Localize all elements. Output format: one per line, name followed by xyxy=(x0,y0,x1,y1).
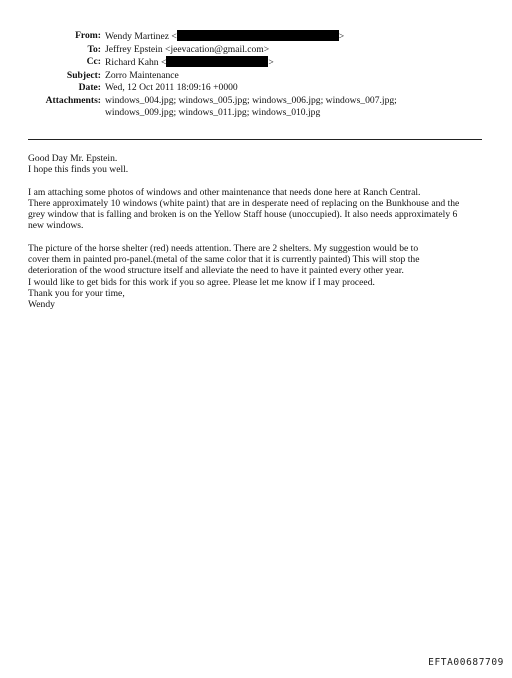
document-id: EFTA00687709 xyxy=(428,657,504,668)
cc-label: Cc: xyxy=(86,56,101,67)
from-value xyxy=(105,30,344,44)
paragraph-windows: I am attaching some photos of windows and other maintenance that needs done here at Ranch Central. There approximately 10 windows (white paint) that are in desperate need of replacing on the Bunkhouse and the grey window that is falling and broken is on the Yellow Staff house (unoccupied). It also needs approximately 6 new windows. xyxy=(28,186,460,232)
email-body xyxy=(28,153,488,322)
attachments-value xyxy=(105,95,397,120)
from-label: From: xyxy=(75,30,101,41)
attachments-label: Attachments: xyxy=(45,94,101,106)
cc-tail: > xyxy=(268,57,274,68)
redaction-bar xyxy=(166,56,268,67)
cc-name: Richard Kahn < xyxy=(105,57,167,68)
cc-row xyxy=(0,56,512,70)
to-value: Jeffrey Epstein <jeevacation@gmail.com> xyxy=(105,43,270,55)
subject-value: Zorro Maintenance xyxy=(105,69,179,81)
attachments-line-2: windows_009.jpg; windows_011.jpg; windows_010.jpg xyxy=(105,107,321,118)
paragraph-horse-shelter: The picture of the horse shelter (red) needs attention. There are 2 shelters. My suggestion would be to cover them in painted pro-panel.(metal of the same color that it is currently painted) This will stop the deterioration of the wood structure itself and alleviate the need to have it painted every other year. I would like to get bids for this work if you so agree. Please let me know if I may proceed. Thank you for your time, Wendy xyxy=(28,242,420,311)
cc-value xyxy=(105,56,274,70)
from-row xyxy=(0,30,512,44)
from-tail: > xyxy=(338,31,345,42)
to-label: To: xyxy=(87,43,101,55)
header-divider xyxy=(28,139,482,140)
attachments-line-1: windows_004.jpg; windows_005.jpg; windows_006.jpg; windows_007.jpg; xyxy=(105,94,397,106)
email-header xyxy=(0,30,512,120)
date-label: Date: xyxy=(78,82,101,93)
from-name: Wendy Martinez < xyxy=(105,31,177,42)
to-row xyxy=(0,44,512,57)
date-value: Wed, 12 Oct 2011 18:09:16 +0000 xyxy=(105,82,238,93)
subject-row xyxy=(0,70,512,83)
attachments-row xyxy=(0,95,512,120)
date-row xyxy=(0,82,512,95)
subject-label: Subject: xyxy=(66,69,101,81)
greeting: Good Day Mr. Epstein. I hope this finds you well. xyxy=(28,153,129,176)
redaction-bar xyxy=(177,30,339,41)
